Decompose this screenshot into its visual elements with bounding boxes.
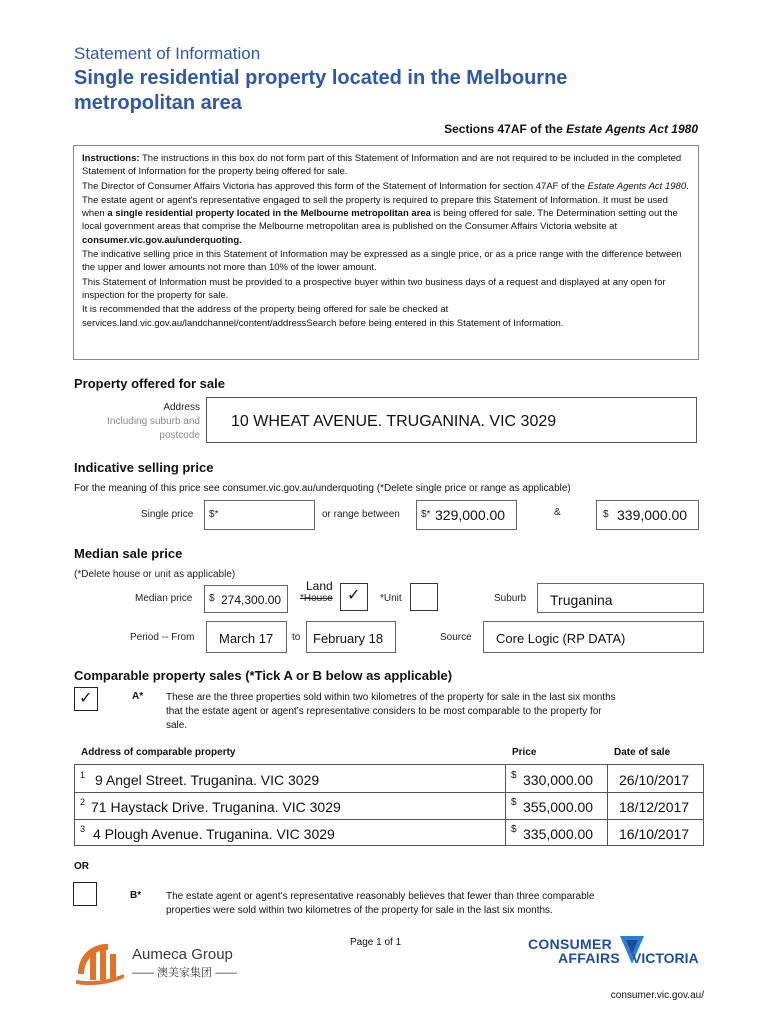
unit-checkbox[interactable] xyxy=(410,583,438,611)
cav-logo xyxy=(528,934,708,974)
indicative-heading: Indicative selling price xyxy=(74,460,214,475)
median-note: (*Delete house or unit as applicable) xyxy=(74,569,236,580)
unit-label: *Unit xyxy=(380,593,402,604)
option-a-checkmark-icon: ✓ xyxy=(79,690,93,707)
instructions-p2-act: Estate Agents Act 1980 xyxy=(587,180,687,192)
house-label: *House xyxy=(300,593,333,604)
col-date-header: Date of sale xyxy=(614,747,671,758)
aumeca-logo-icon xyxy=(74,934,126,986)
single-price-field[interactable] xyxy=(204,500,315,530)
instructions-box xyxy=(73,145,699,360)
indicative-note: For the meaning of this price see consumer.vic.gov.au/underquoting (*Delete single price or range as applicable) xyxy=(74,483,571,494)
option-b-label: B* xyxy=(130,890,142,901)
table-row xyxy=(75,792,703,819)
option-a-text-2: that the estate agent or agent’s representative considers to be most comparable to the property for xyxy=(166,706,602,717)
range-label: or range between xyxy=(322,509,400,520)
row-number: 3 xyxy=(80,824,86,834)
sections-prefix: Sections 47AF of the xyxy=(444,122,567,136)
period-from-field[interactable] xyxy=(206,621,287,653)
option-b-text-2: properties were sold within two kilometres of the property for sale in the last six months. xyxy=(166,905,553,916)
aumeca-chinese-name: —— 澳美家集团 —— xyxy=(132,967,238,979)
instructions-p1: The instructions in this box do not form part of this Statement of Information and are not required to be included in the completed Statement of Information for the property being offered for sale. xyxy=(82,153,682,178)
range-high-field[interactable] xyxy=(596,500,699,530)
cav-logo-line2: AFFAIRS xyxy=(558,950,620,966)
footer-url[interactable]: consumer.vic.gov.au/ xyxy=(610,990,704,1001)
instructions-p3-bold: a single residential property located in the Melbourne metropolitan area xyxy=(107,208,431,220)
table-row xyxy=(75,819,703,846)
row-date: 26/10/2017 xyxy=(619,772,690,788)
document-subtitle: Statement of Information xyxy=(74,44,261,63)
median-heading: Median sale price xyxy=(74,546,183,561)
instructions-p3-url[interactable]: consumer.vic.gov.au/underquoting. xyxy=(82,234,242,246)
option-a-text-1: These are the three properties sold within two kilometres of the property for sale in the last six months xyxy=(166,692,616,703)
median-price-value: 274,300.00 xyxy=(221,593,282,607)
table-row xyxy=(75,765,703,792)
row-date: 18/12/2017 xyxy=(619,799,690,815)
median-price-label: Median price xyxy=(135,593,193,604)
option-a-checkbox[interactable] xyxy=(74,687,98,711)
sections-act: Estate Agents Act 1980 xyxy=(566,122,698,136)
cav-logo-line1: CONSUMER xyxy=(528,936,613,952)
range-ampersand: & xyxy=(554,507,561,518)
suburb-value: Truganina xyxy=(550,592,613,608)
row-date: 16/10/2017 xyxy=(619,826,690,842)
single-price-label: Single price xyxy=(141,509,194,520)
option-a-text-3: sale. xyxy=(166,720,188,731)
aumeca-name: Aumeca Group xyxy=(132,946,233,963)
col-address-header: Address of comparable property xyxy=(81,747,236,758)
single-price-prefix: $* xyxy=(209,509,219,520)
range-high-value: 339,000.00 xyxy=(617,507,688,523)
instructions-p2-end: . xyxy=(686,180,689,192)
source-field[interactable] xyxy=(483,621,704,653)
sections-reference xyxy=(444,122,698,136)
address-label-postcode: postcode xyxy=(159,430,200,441)
row-price-prefix: $ xyxy=(511,797,517,808)
property-address-field[interactable] xyxy=(206,397,697,443)
suburb-field[interactable] xyxy=(537,583,704,613)
document-title-line1: Single residential property located in the Melbourne xyxy=(74,67,568,89)
row-price: 335,000.00 xyxy=(523,826,594,842)
row-price-prefix: $ xyxy=(511,770,517,781)
option-a-text xyxy=(166,691,706,733)
source-value: Core Logic (RP DATA) xyxy=(496,631,626,646)
instructions-label: Instructions: xyxy=(82,153,140,164)
col-price-header: Price xyxy=(512,747,537,758)
address-label-including: Including suburb and xyxy=(107,416,200,427)
row-price: 330,000.00 xyxy=(523,772,594,788)
instructions-p4: The indicative selling price in this Statement of Information may be expressed as a single price, or as a price range with the difference between the upper and lower amounts not more than 10% of the lower amount. xyxy=(82,249,682,274)
row-address: 71 Haystack Drive. Truganina. VIC 3029 xyxy=(91,799,341,815)
period-to-field[interactable] xyxy=(306,621,396,653)
row-price: 355,000.00 xyxy=(523,799,594,815)
range-high-prefix: $ xyxy=(603,509,609,520)
or-label: OR xyxy=(74,861,89,872)
house-checkmark-icon: ✓ xyxy=(347,587,361,604)
comparable-heading: Comparable property sales (*Tick A or B below as applicable) xyxy=(74,668,453,683)
instructions-p2: The Director of Consumer Affairs Victoria has approved this form of the Statement of Information for section 47AF of the xyxy=(82,180,588,192)
period-label: Period -- From xyxy=(130,632,195,643)
median-price-field[interactable] xyxy=(204,585,288,613)
row-address: 9 Angel Street. Truganina. VIC 3029 xyxy=(95,772,320,788)
range-low-field[interactable] xyxy=(416,500,517,530)
suburb-label: Suburb xyxy=(494,593,527,604)
document-title-line2: metropolitan area xyxy=(74,92,242,114)
instructions-p3b: is being offered for sale. The Determination setting out the local government areas that comprise the Melbourne metropolitan area is published on the Consumer Affairs Victoria website at xyxy=(82,208,678,233)
range-low-prefix: $* xyxy=(421,509,431,520)
property-heading: Property offered for sale xyxy=(74,376,225,391)
source-label: Source xyxy=(440,632,472,643)
cav-logo-line3: VICTORIA xyxy=(632,950,699,966)
option-b-text xyxy=(166,890,706,918)
option-b-checkbox[interactable] xyxy=(73,882,97,906)
instructions-p5: This Statement of Information must be provided to a prospective buyer within two business days of a request and displayed at any open for inspection for the property for sale. xyxy=(82,276,666,301)
comparable-table xyxy=(74,764,704,846)
option-a-label: A* xyxy=(132,691,144,702)
row-price-prefix: $ xyxy=(511,824,517,835)
address-label-block xyxy=(107,401,200,443)
land-label: Land xyxy=(306,579,333,593)
row-address: 4 Plough Avenue. Truganina. VIC 3029 xyxy=(93,826,335,842)
aumeca-logo xyxy=(74,934,254,986)
page-number: Page 1 of 1 xyxy=(350,937,402,948)
range-low-value: 329,000.00 xyxy=(435,507,506,523)
instructions-p3a: The estate agent or agent's representative engaged to sell the property is required to prepare this Statement of Information. It must be used when xyxy=(82,194,668,220)
median-price-prefix: $ xyxy=(209,593,215,604)
row-number: 2 xyxy=(80,797,86,807)
property-address-value: 10 WHEAT AVENUE. TRUGANINA. VIC 3029 xyxy=(231,413,557,430)
row-number: 1 xyxy=(80,770,86,780)
address-label: Address xyxy=(163,402,200,413)
house-checkbox[interactable] xyxy=(340,583,368,611)
option-b-text-1: The estate agent or agent’s representative reasonably believes that fewer than three comparable xyxy=(166,891,595,902)
period-to-label: to xyxy=(292,632,301,643)
period-from-value: March 17 xyxy=(219,631,274,646)
period-to-value: February 18 xyxy=(313,631,384,646)
instructions-p6: It is recommended that the address of the property being offered for sale be checked at services.land.vic.gov.au/landchannel/content/addressSearch before being entered in this Statement of Information. xyxy=(82,304,564,329)
